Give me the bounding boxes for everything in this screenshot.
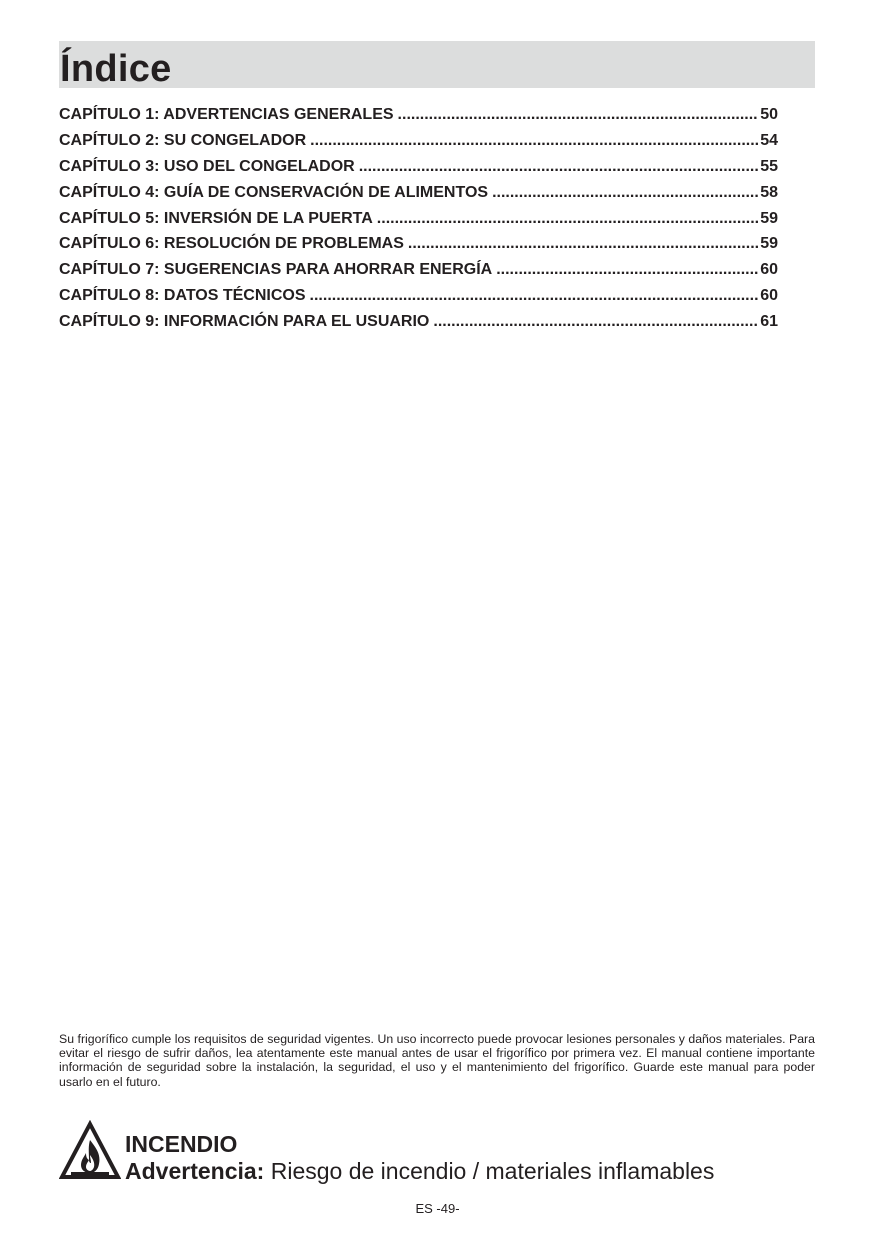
title-bar [59, 41, 815, 88]
page-title: Índice [60, 48, 172, 90]
toc-entry[interactable] [59, 158, 778, 184]
toc-entry[interactable] [59, 210, 778, 236]
toc-label: CAPÍTULO 4: GUÍA DE CONSERVACIÓN DE ALIMENTOS [59, 183, 489, 201]
table-of-contents [59, 106, 778, 339]
toc-entry[interactable] [59, 235, 778, 261]
toc-entry[interactable] [59, 261, 778, 287]
toc-page: 61 [760, 313, 778, 331]
warning-text: Riesgo de incendio / materiales inflamables [270, 1158, 715, 1184]
warning-label: Advertencia: [125, 1158, 265, 1184]
toc-page: 60 [760, 287, 778, 305]
toc-page: 54 [760, 131, 778, 149]
toc-leader [398, 106, 759, 124]
toc-leader [492, 184, 758, 202]
toc-entry[interactable] [59, 184, 778, 210]
toc-label: CAPÍTULO 9: INFORMACIÓN PARA EL USUARIO [59, 313, 430, 331]
toc-leader [310, 287, 759, 305]
warning-line [125, 1158, 714, 1184]
toc-page: 60 [760, 261, 778, 279]
toc-label: CAPÍTULO 1: ADVERTENCIAS GENERALES [59, 106, 394, 123]
toc-page: 59 [760, 209, 778, 227]
toc-leader [377, 210, 758, 228]
toc-entry[interactable] [59, 313, 778, 339]
toc-label: CAPÍTULO 6: RESOLUCIÓN DE PROBLEMAS [59, 235, 404, 253]
toc-page: 59 [760, 235, 778, 253]
toc-entry[interactable] [59, 106, 778, 132]
toc-page: 58 [760, 183, 778, 201]
toc-leader [359, 158, 758, 176]
page-number: ES -49- [415, 1201, 460, 1216]
toc-label: CAPÍTULO 2: SU CONGELADOR [59, 131, 307, 149]
toc-leader [408, 235, 758, 253]
toc-label: CAPÍTULO 5: INVERSIÓN DE LA PUERTA [59, 209, 373, 227]
safety-notice: Su frigorífico cumple los requisitos de seguridad vigentes. Un uso incorrecto puede provocar lesiones personales y daños materiales. Para evitar el riesgo de sufrir daños, lea atentamente este manual antes de usar el frigorífico por primera vez. El manual contiene importante información de seguridad sobre la instalación, la seguridad, el uso y el mantenimiento del frigorífico. Guarde este manual para poder usarlo en el futuro. [59, 1032, 815, 1089]
toc-label: CAPÍTULO 8: DATOS TÉCNICOS [59, 287, 306, 305]
toc-page: 55 [760, 157, 778, 175]
toc-label: CAPÍTULO 3: USO DEL CONGELADOR [59, 157, 355, 175]
toc-entry[interactable] [59, 132, 778, 158]
toc-entry[interactable] [59, 287, 778, 313]
toc-label: CAPÍTULO 7: SUGERENCIAS PARA AHORRAR ENERGÍA [59, 261, 493, 279]
fire-warning-icon [59, 1120, 121, 1180]
toc-leader [310, 132, 758, 150]
warning-title: INCENDIO [125, 1131, 238, 1157]
toc-page: 50 [760, 106, 778, 123]
toc-leader [496, 261, 758, 279]
fire-warning [59, 1120, 815, 1190]
toc-leader [433, 313, 758, 331]
